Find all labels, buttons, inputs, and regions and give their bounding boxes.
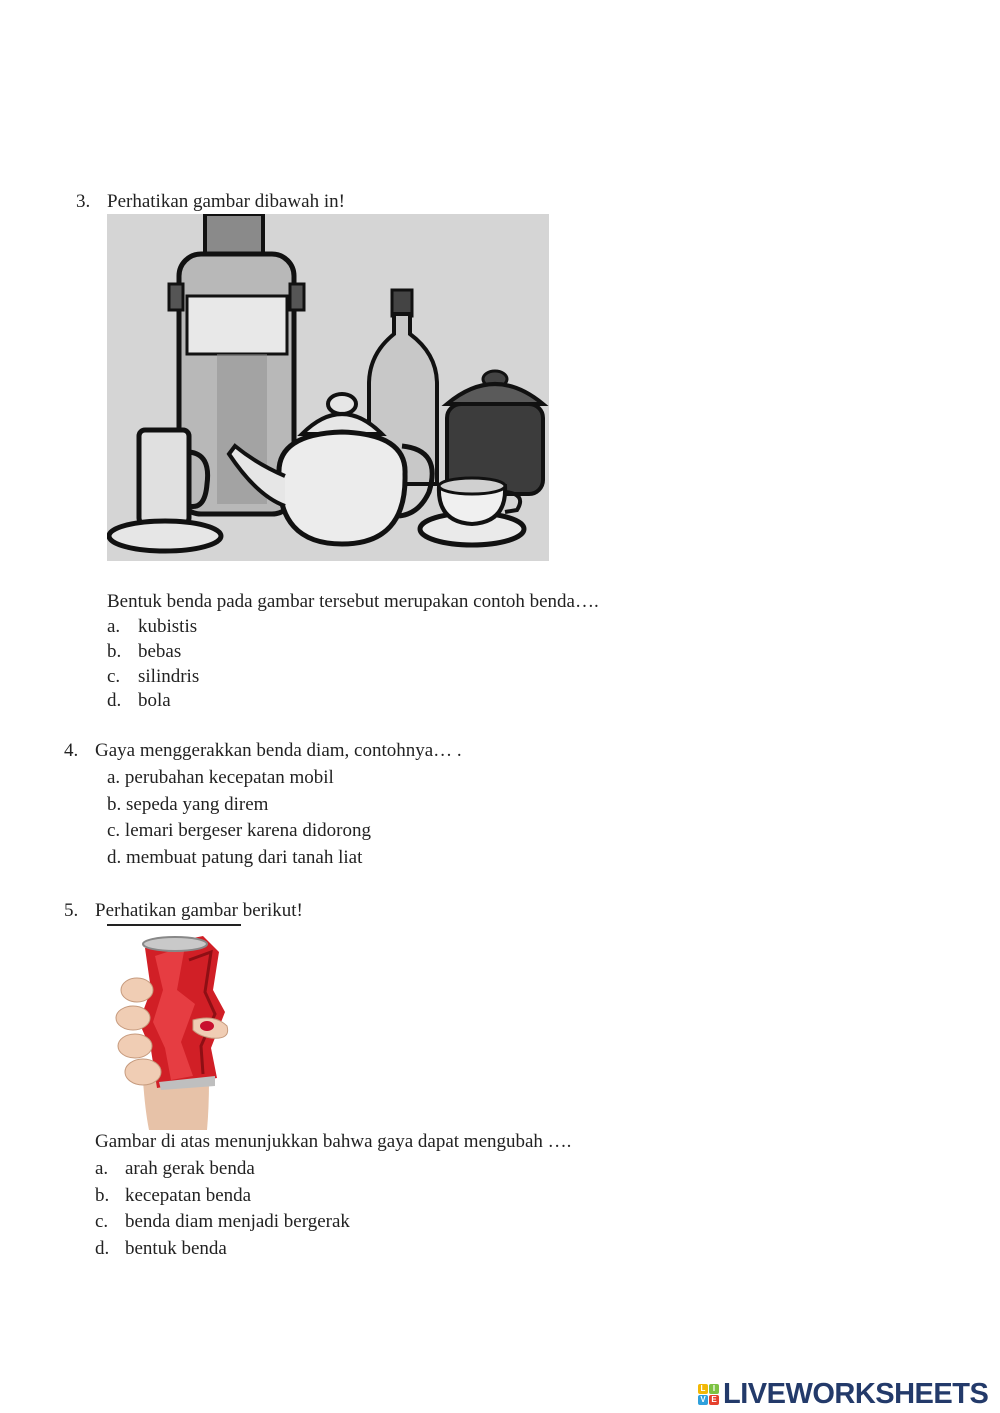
q5-number: 5. <box>64 900 79 921</box>
kitchenware-illustration <box>107 214 549 561</box>
q3-option-a-text: kubistis <box>138 616 198 637</box>
q3-prompt: Perhatikan gambar dibawah in! <box>107 191 345 212</box>
q3-number: 3. <box>76 191 91 212</box>
q5-prompt: Perhatikan gambar berikut! <box>95 900 303 921</box>
q5-option-c-letter: c. <box>95 1211 109 1232</box>
logo-cell: V <box>698 1395 708 1405</box>
q3-option-d-letter: d. <box>107 690 122 711</box>
q4-number: 4. <box>64 740 79 761</box>
logo-cell: E <box>709 1395 719 1405</box>
q3-option-b-text: bebas <box>138 641 182 662</box>
q4-option-c: c. lemari bergeser karena didorong <box>107 820 371 841</box>
q3-question: Bentuk benda pada gambar tersebut merupakan contoh benda…. <box>107 591 599 612</box>
logo-cell: I <box>709 1384 719 1394</box>
q4-option-d: d. membuat patung dari tanah liat <box>107 847 363 868</box>
q3-option-c-text: silindris <box>138 666 200 687</box>
q5-option-d-text: bentuk benda <box>125 1238 227 1259</box>
crushed-can-illustration <box>115 930 235 1130</box>
q4-option-a: a. perubahan kecepatan mobil <box>107 767 334 788</box>
q5-option-a-letter: a. <box>95 1158 109 1179</box>
logo-cell: L <box>698 1384 708 1394</box>
q4-option-b: b. sepeda yang direm <box>107 794 269 815</box>
q3-option-a-letter: a. <box>107 616 121 637</box>
liveworksheets-logo <box>698 1378 988 1411</box>
logo-grid-icon <box>698 1384 719 1405</box>
q5-option-a-text: arah gerak benda <box>125 1158 255 1179</box>
q3-option-d-text: bola <box>138 690 171 711</box>
q5-option-b-text: kecepatan benda <box>125 1185 252 1206</box>
logo-text: LIVEWORKSHEETS <box>723 1378 989 1410</box>
q5-question: Gambar di atas menunjukkan bahwa gaya dapat mengubah …. <box>95 1131 572 1152</box>
q5-underline <box>107 924 241 926</box>
q5-option-b-letter: b. <box>95 1185 110 1206</box>
q3-option-c-letter: c. <box>107 666 121 687</box>
q3-option-b-letter: b. <box>107 641 122 662</box>
q5-option-c-text: benda diam menjadi bergerak <box>125 1211 350 1232</box>
q4-prompt: Gaya menggerakkan benda diam, contohnya… . <box>95 740 462 761</box>
q5-option-d-letter: d. <box>95 1238 110 1259</box>
